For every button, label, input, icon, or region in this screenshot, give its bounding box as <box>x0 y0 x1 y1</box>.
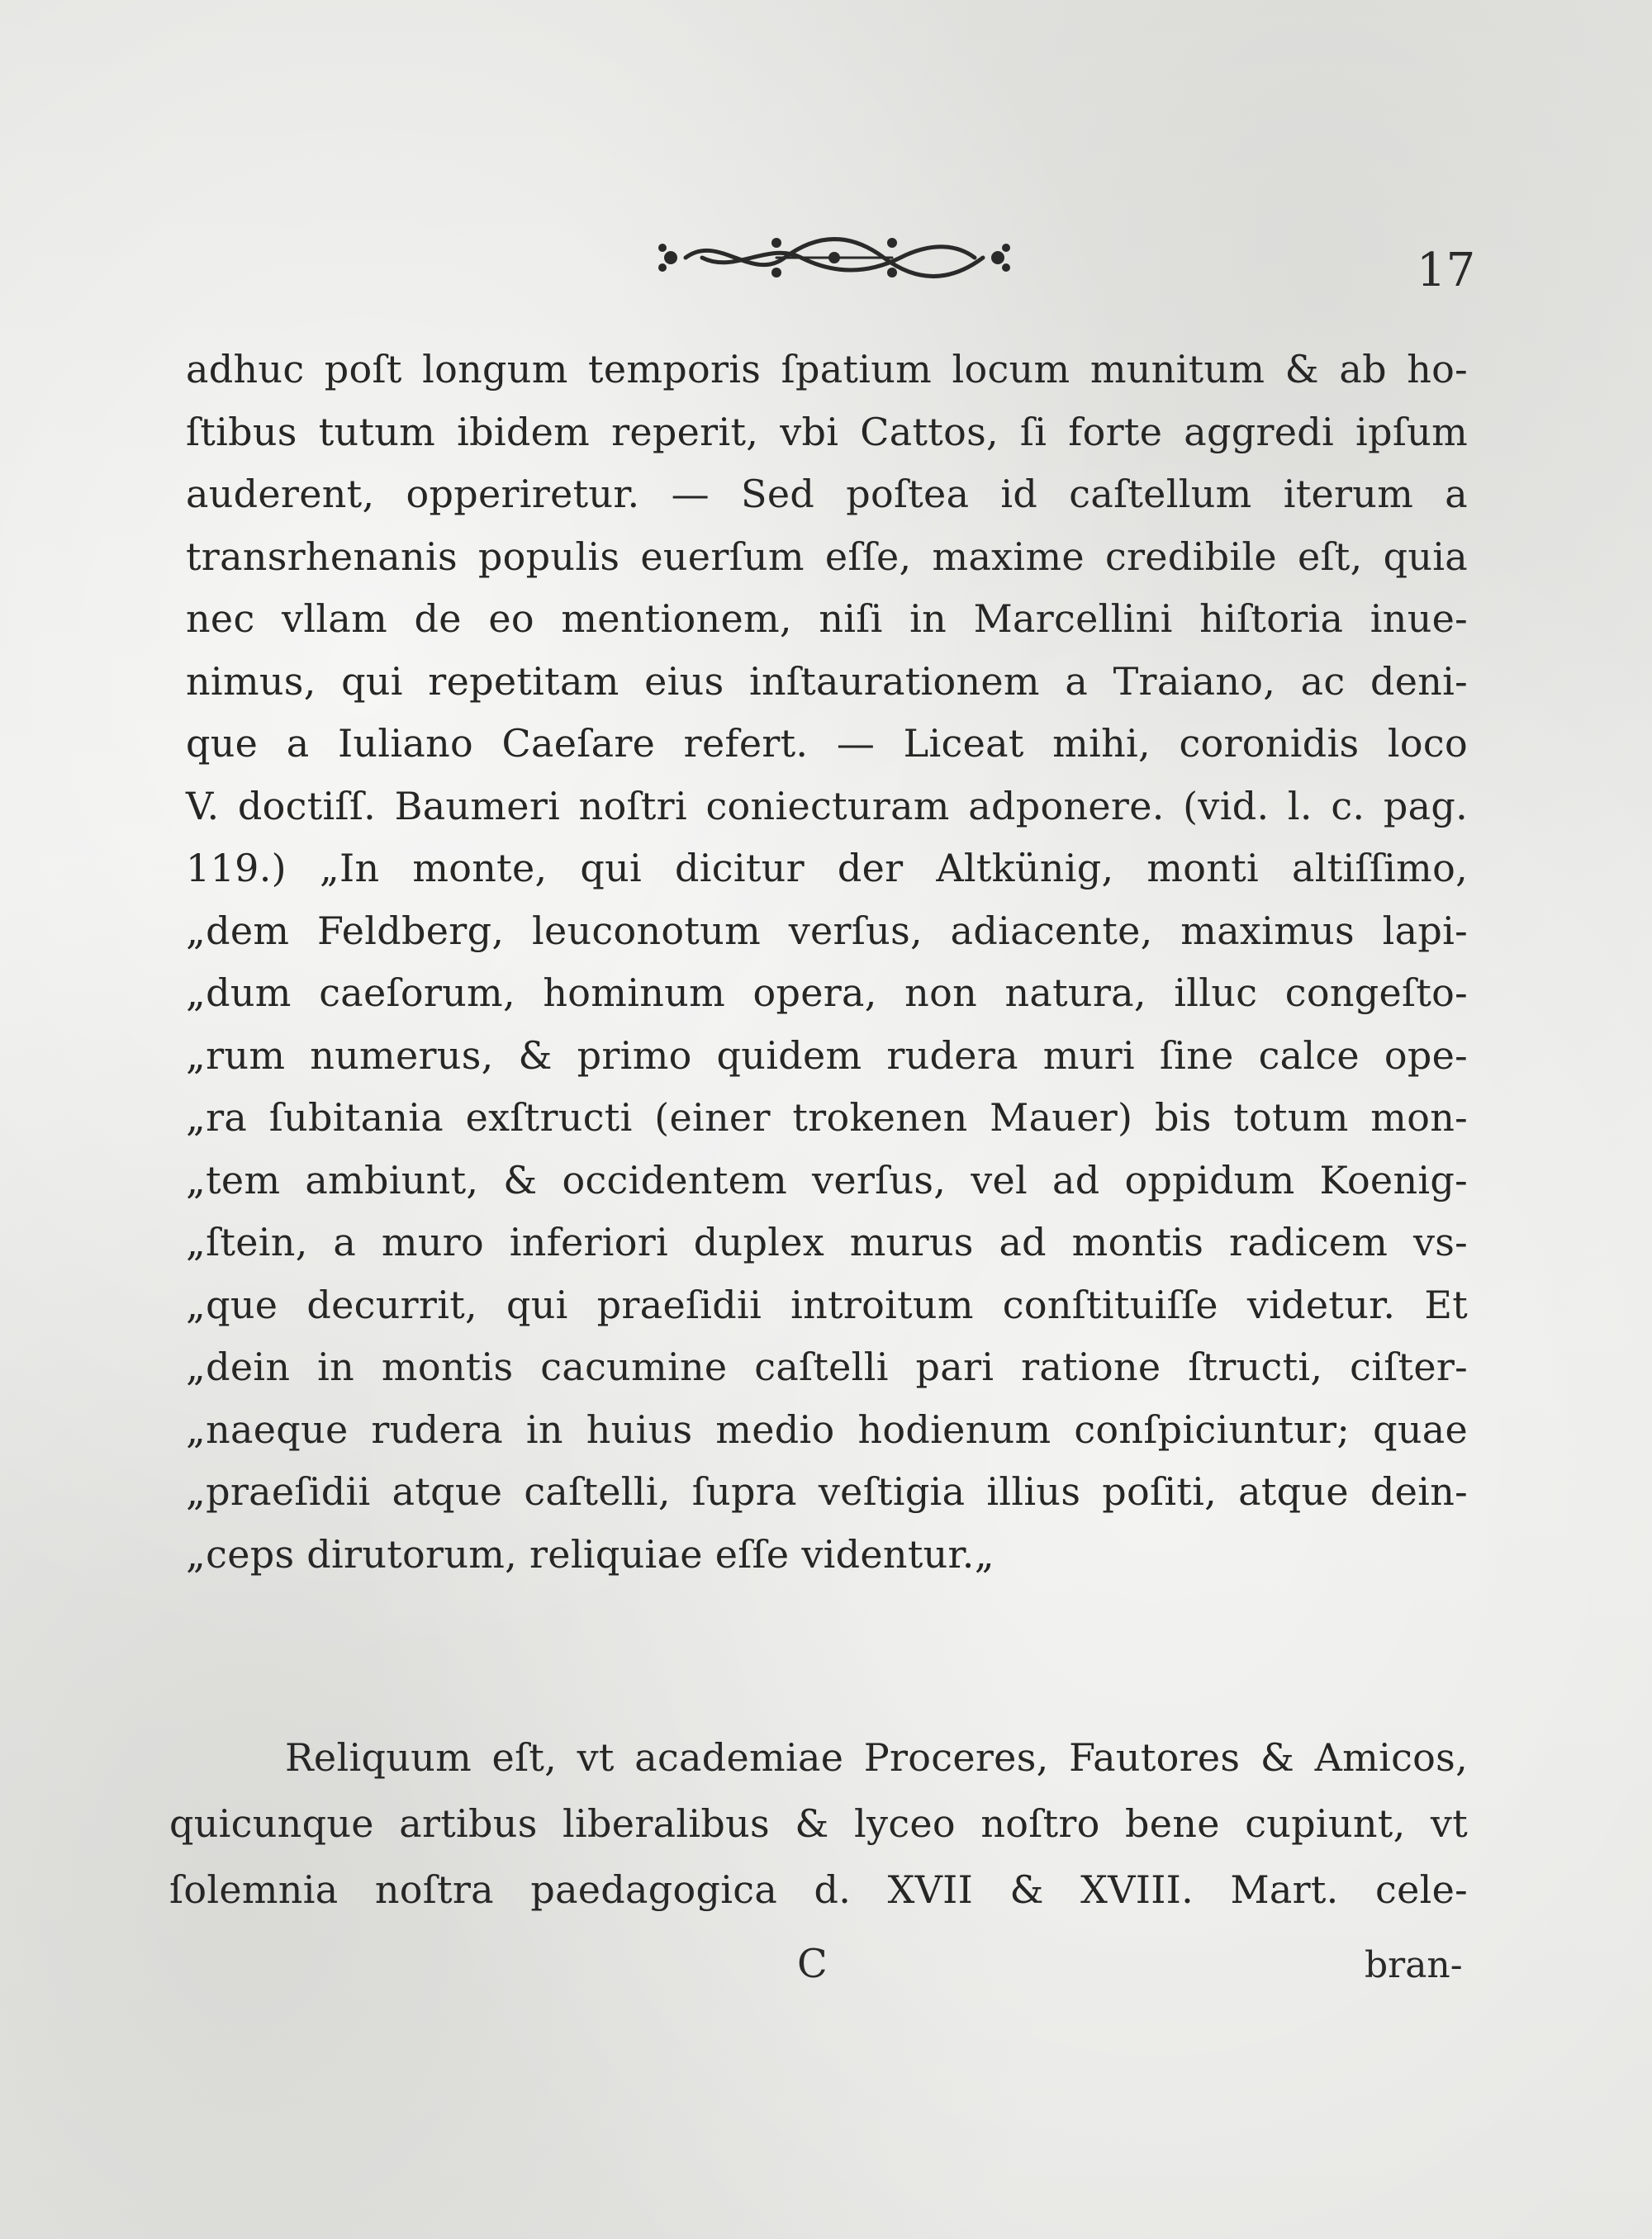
main-text-block <box>186 339 1468 1586</box>
text-line: „ceps dirutorum, reliquiae eſſe videntur.„ <box>186 1531 995 1577</box>
text-line: ſolemnia noſtra paedagogica d. XVII & XVIII. Mart. cele- <box>169 1867 1468 1912</box>
catchword: bran- <box>1365 1944 1463 1986</box>
closing-text-block <box>169 1724 1468 1923</box>
text-line: ſtibus tutum ibidem reperit, vbi Cattos, ſi forte aggredi ipſum <box>186 409 1468 454</box>
text-line: auderent, opperiretur. — Sed poſtea id caſtellum iterum a <box>186 472 1468 516</box>
text-line: Reliquum eſt, vt academiae Proceres, Fautores & Amicos, <box>285 1735 1468 1780</box>
text-line: „praeſidii atque caſtelli, ſupra veſtigia illius poſiti, atque dein- <box>186 1469 1468 1514</box>
text-line: que a Iuliano Caeſare refert. — Liceat mihi, coronidis loco <box>186 721 1468 766</box>
text-line: „dem Feldberg, leuconotum verſus, adiacente, maximus lapi- <box>186 908 1468 953</box>
text-line: transrhenanis populis euerſum eſſe, maxime credibile eſt, quia <box>186 534 1468 579</box>
page-number: 17 <box>1417 244 1476 297</box>
text-line: adhuc poſt longum temporis ſpatium locum munitum & ab ho- <box>186 347 1468 391</box>
text-line: „ſtein, a muro inferiori duplex murus ad montis radicem vs- <box>186 1220 1468 1264</box>
text-line: „que decurrit, qui praeſidii introitum conſtituiſſe videtur. Et <box>186 1282 1468 1327</box>
text-line: „rum numerus, & primo quidem rudera muri ſine calce ope- <box>186 1032 1468 1078</box>
text-line: „dum caeſorum, hominum opera, non natura, illuc congeſto- <box>186 970 1468 1015</box>
text-line: 119.) „In monte, qui dicitur der Altkünig, monti altiſſimo, <box>186 846 1468 890</box>
text-line: quicunque artibus liberalibus & lyceo noſtro bene cupiunt, vt <box>169 1801 1468 1846</box>
text-line: „ra ſubitania exſtructi (einer trokenen Mauer) bis totum mon- <box>186 1095 1468 1140</box>
text-line: nimus, qui repetitam eius inſtaurationem a Traiano, ac deni- <box>186 658 1468 704</box>
text-line: V. doctiſſ. Baumeri noſtri coniecturam adponere. (vid. l. c. pag. <box>186 783 1468 828</box>
text-line: nec vllam de eo mentionem, niſi in Marcellini hiſtoria inue- <box>186 596 1468 641</box>
signature-mark: C <box>797 1941 828 1987</box>
decorative-ornament-icon <box>653 225 1016 291</box>
text-line: „tem ambiunt, & occidentem verſus, vel ad oppidum Koenig- <box>186 1157 1468 1203</box>
text-line: „dein in montis cacumine caſtelli pari ratione ſtructi, ciſter- <box>186 1345 1468 1389</box>
text-line: „naeque rudera in huius medio hodienum conſpiciuntur; quae <box>186 1406 1468 1452</box>
